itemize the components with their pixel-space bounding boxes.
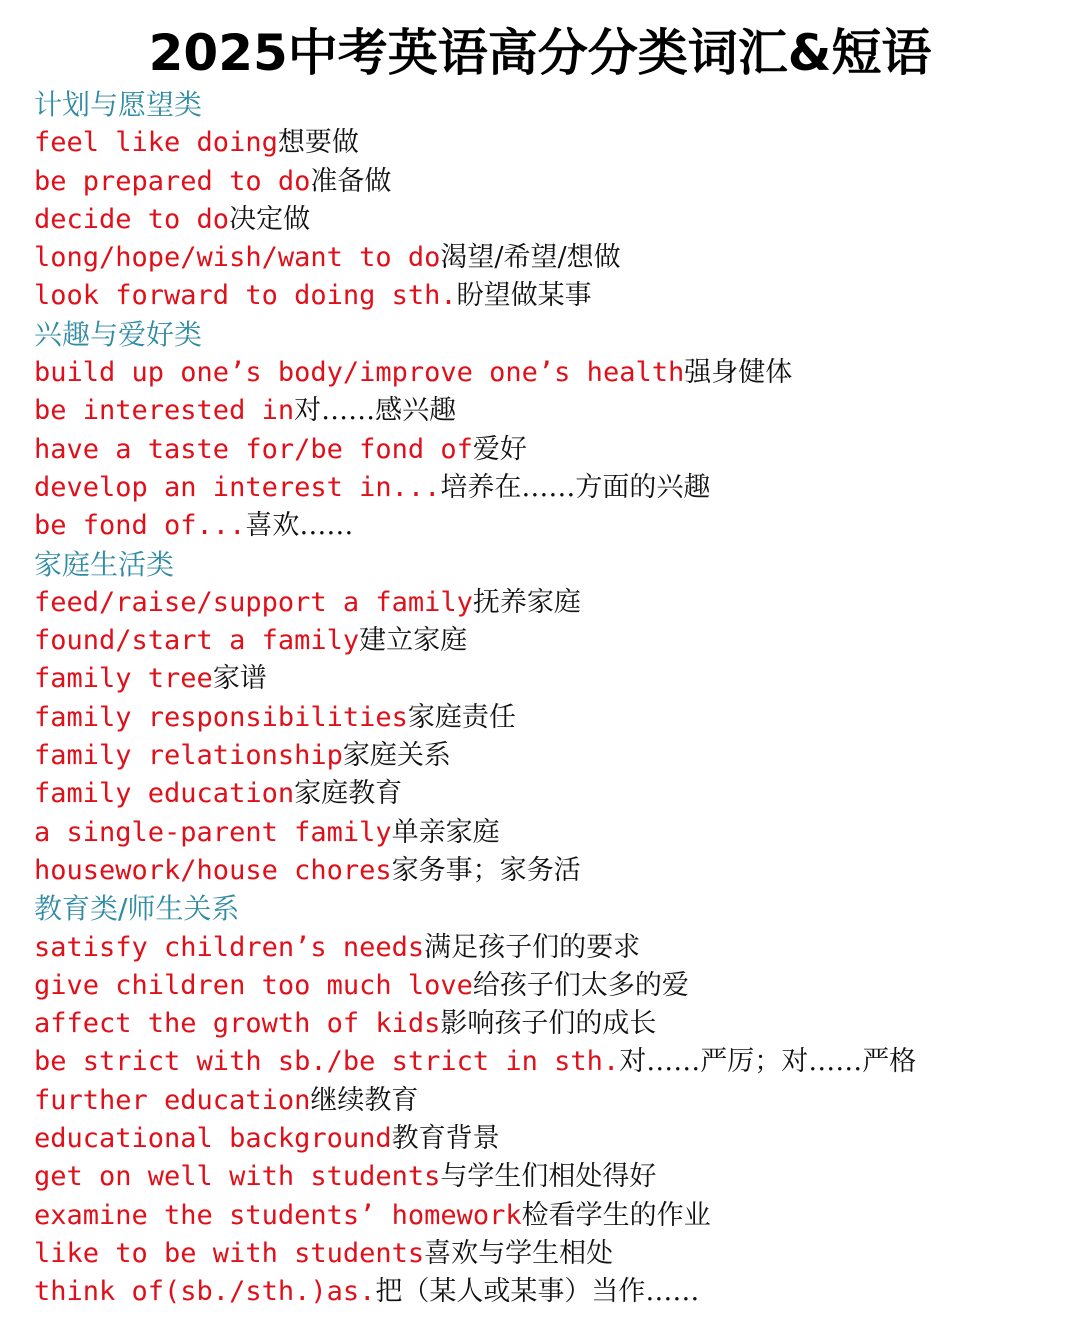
english-phrase: feel like doing bbox=[34, 127, 278, 159]
chinese-meaning: 喜欢…… bbox=[245, 510, 354, 542]
english-phrase: further education bbox=[34, 1084, 311, 1116]
english-phrase: family tree bbox=[34, 663, 213, 695]
english-phrase: long/hope/wish/want to do bbox=[34, 242, 441, 274]
chinese-meaning: 准备做 bbox=[310, 165, 392, 197]
chinese-meaning: 家庭关系 bbox=[342, 740, 451, 772]
chinese-meaning: 家庭教育 bbox=[294, 778, 403, 810]
phrase-row bbox=[34, 1197, 1074, 1235]
phrase-row bbox=[34, 392, 1074, 430]
chinese-meaning: 对……感兴趣 bbox=[294, 395, 457, 427]
phrase-row bbox=[34, 622, 1074, 660]
phrase-row bbox=[34, 1235, 1074, 1273]
phrase-row bbox=[34, 814, 1074, 852]
phrase-row bbox=[34, 1005, 1074, 1043]
english-phrase: satisfy children’s needs bbox=[34, 931, 425, 963]
chinese-meaning: 想要做 bbox=[277, 127, 359, 159]
page-title: 2025中考英语高分分类词汇&短语 bbox=[148, 24, 932, 82]
phrase-row bbox=[34, 737, 1074, 775]
section-heading bbox=[34, 316, 1074, 354]
chinese-meaning: 渴望/希望/想做 bbox=[440, 242, 621, 274]
section-heading-text: 家庭生活类 bbox=[34, 547, 175, 581]
phrase-row bbox=[34, 1273, 1074, 1311]
english-phrase: give children too much love bbox=[34, 969, 473, 1001]
section-heading bbox=[34, 546, 1074, 584]
phrase-row bbox=[34, 239, 1074, 277]
phrase-row bbox=[34, 431, 1074, 469]
chinese-meaning: 盼望做某事 bbox=[456, 280, 592, 312]
vocabulary-list bbox=[34, 86, 1074, 1312]
phrase-row bbox=[34, 507, 1074, 545]
phrase-row bbox=[34, 1043, 1074, 1081]
english-phrase: be interested in bbox=[34, 395, 295, 427]
chinese-meaning: 喜欢与学生相处 bbox=[424, 1237, 614, 1269]
chinese-meaning: 决定做 bbox=[229, 203, 311, 235]
english-phrase: family education bbox=[34, 778, 295, 810]
phrase-row bbox=[34, 967, 1074, 1005]
chinese-meaning: 与学生们相处得好 bbox=[440, 1161, 657, 1193]
english-phrase: decide to do bbox=[34, 203, 230, 235]
section-heading-text: 兴趣与爱好类 bbox=[34, 317, 203, 351]
phrase-row bbox=[34, 660, 1074, 698]
phrase-row bbox=[34, 699, 1074, 737]
english-phrase: examine the students’ homework bbox=[34, 1199, 522, 1231]
phrase-row bbox=[34, 354, 1074, 392]
phrase-row bbox=[34, 277, 1074, 315]
english-phrase: housework/house chores bbox=[34, 854, 392, 886]
english-phrase: feed/raise/support a family bbox=[34, 586, 473, 618]
english-phrase: found/start a family bbox=[34, 625, 360, 657]
phrase-row bbox=[34, 775, 1074, 813]
chinese-meaning: 检看学生的作业 bbox=[521, 1199, 711, 1231]
phrase-row bbox=[34, 163, 1074, 201]
english-phrase: like to be with students bbox=[34, 1237, 425, 1269]
english-phrase: educational background bbox=[34, 1123, 392, 1155]
chinese-meaning: 教育背景 bbox=[391, 1123, 500, 1155]
english-phrase: be fond of... bbox=[34, 510, 246, 542]
section-heading bbox=[34, 86, 1074, 124]
english-phrase: family responsibilities bbox=[34, 701, 408, 733]
phrase-row bbox=[34, 1082, 1074, 1120]
phrase-row bbox=[34, 584, 1074, 622]
chinese-meaning: 继续教育 bbox=[310, 1084, 419, 1116]
chinese-meaning: 对……严厉；对……严格 bbox=[619, 1046, 917, 1078]
phrase-row bbox=[34, 1158, 1074, 1196]
english-phrase: affect the growth of kids bbox=[34, 1008, 441, 1040]
chinese-meaning: 影响孩子们的成长 bbox=[440, 1008, 657, 1040]
english-phrase: be prepared to do bbox=[34, 165, 311, 197]
phrase-row bbox=[34, 852, 1074, 890]
english-phrase: look forward to doing sth. bbox=[34, 280, 457, 312]
english-phrase: develop an interest in... bbox=[34, 471, 441, 503]
chinese-meaning: 家谱 bbox=[212, 663, 267, 695]
english-phrase: be strict with sb./be strict in sth. bbox=[34, 1046, 620, 1078]
chinese-meaning: 单亲家庭 bbox=[391, 816, 500, 848]
chinese-meaning: 爱好 bbox=[472, 433, 527, 465]
section-heading-text: 教育类/师生关系 bbox=[34, 892, 240, 926]
chinese-meaning: 培养在……方面的兴趣 bbox=[440, 471, 711, 503]
english-phrase: have a taste for/be fond of bbox=[34, 433, 473, 465]
chinese-meaning: 家庭责任 bbox=[407, 701, 516, 733]
phrase-row bbox=[34, 1120, 1074, 1158]
chinese-meaning: 满足孩子们的要求 bbox=[424, 931, 641, 963]
phrase-row bbox=[34, 469, 1074, 507]
phrase-row bbox=[34, 929, 1074, 967]
english-phrase: get on well with students bbox=[34, 1161, 441, 1193]
chinese-meaning: 家务事；家务活 bbox=[391, 854, 581, 886]
english-phrase: think of(sb./sth.)as. bbox=[34, 1276, 376, 1308]
chinese-meaning: 建立家庭 bbox=[359, 625, 468, 657]
english-phrase: build up one’s body/improve one’s health bbox=[34, 357, 685, 389]
phrase-row bbox=[34, 124, 1074, 162]
chinese-meaning: 强身健体 bbox=[684, 357, 793, 389]
english-phrase: family relationship bbox=[34, 740, 343, 772]
chinese-meaning: 抚养家庭 bbox=[472, 586, 581, 618]
chinese-meaning: 把（某人或某事）当作…… bbox=[375, 1276, 700, 1308]
section-heading bbox=[34, 890, 1074, 928]
chinese-meaning: 给孩子们太多的爱 bbox=[472, 969, 689, 1001]
english-phrase: a single-parent family bbox=[34, 816, 392, 848]
section-heading-text: 计划与愿望类 bbox=[34, 88, 203, 121]
phrase-row bbox=[34, 201, 1074, 239]
